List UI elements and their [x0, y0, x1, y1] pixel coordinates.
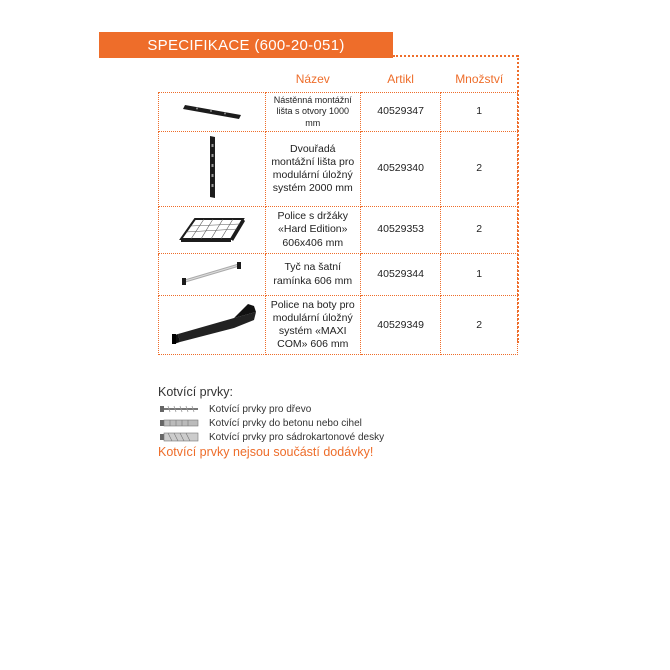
product-name: Nástěnná montážní lišta s otvory 1000 mm	[265, 93, 360, 132]
dotted-frame-top	[393, 55, 518, 57]
product-article: 40529349	[360, 296, 441, 355]
anchors-section	[158, 385, 518, 459]
anchor-label: Kotvící prvky pro sádrokartonové desky	[209, 431, 385, 443]
spec-table	[158, 66, 518, 355]
spec-banner	[99, 32, 393, 58]
anchor-item	[158, 430, 518, 444]
header-article: Artikl	[387, 72, 414, 86]
header-quantity: Množství	[455, 72, 504, 86]
product-article: 40529347	[360, 93, 441, 132]
product-image-cell	[159, 93, 266, 132]
table-row	[159, 93, 518, 132]
anchors-warning: Kotvící prvky nejsou součástí dodávky!	[158, 445, 374, 459]
clothes-rod-icon	[177, 257, 247, 287]
product-image-cell	[159, 206, 266, 253]
anchors-title: Kotvící prvky:	[158, 385, 234, 399]
product-article: 40529340	[360, 131, 441, 206]
header-name: Název	[295, 72, 330, 86]
drywall-anchor-icon	[158, 431, 202, 443]
shoe-shelf-icon	[164, 298, 260, 348]
anchor-label: Kotvící prvky do betonu nebo cihel	[209, 417, 362, 429]
anchor-item	[158, 402, 518, 416]
product-name: Police s držáky «Hard Edition» 606x406 mm	[265, 206, 360, 253]
concrete-anchor-icon	[158, 417, 202, 429]
product-name: Dvouřadá montážní lišta pro modulární úložný systém 2000 mm	[265, 131, 360, 206]
product-quantity: 1	[441, 254, 518, 296]
table-row	[159, 206, 518, 253]
wire-shelf-icon	[175, 209, 249, 247]
product-name: Police na boty pro modulární úložný systém «MAXI COM» 606 mm	[265, 296, 360, 355]
product-image-cell	[159, 296, 266, 355]
anchor-item	[158, 416, 518, 430]
product-article: 40529353	[360, 206, 441, 253]
product-quantity: 2	[441, 206, 518, 253]
double-rail-icon	[197, 134, 227, 200]
product-quantity: 1	[441, 93, 518, 132]
product-quantity: 2	[441, 296, 518, 355]
spec-title: SPECIFIKACE (600-20-051)	[147, 36, 345, 54]
table-row	[159, 296, 518, 355]
product-name: Tyč na šatní ramínka 606 mm	[265, 254, 360, 296]
anchor-label: Kotvící prvky pro dřevo	[209, 403, 312, 415]
table-row	[159, 254, 518, 296]
header-image	[159, 66, 266, 93]
product-article: 40529344	[360, 254, 441, 296]
wall-rail-icon	[177, 97, 247, 123]
product-image-cell	[159, 254, 266, 296]
table-row	[159, 131, 518, 206]
wood-screw-icon	[158, 403, 202, 415]
product-quantity: 2	[441, 131, 518, 206]
product-image-cell	[159, 131, 266, 206]
table-header-row	[159, 66, 518, 93]
